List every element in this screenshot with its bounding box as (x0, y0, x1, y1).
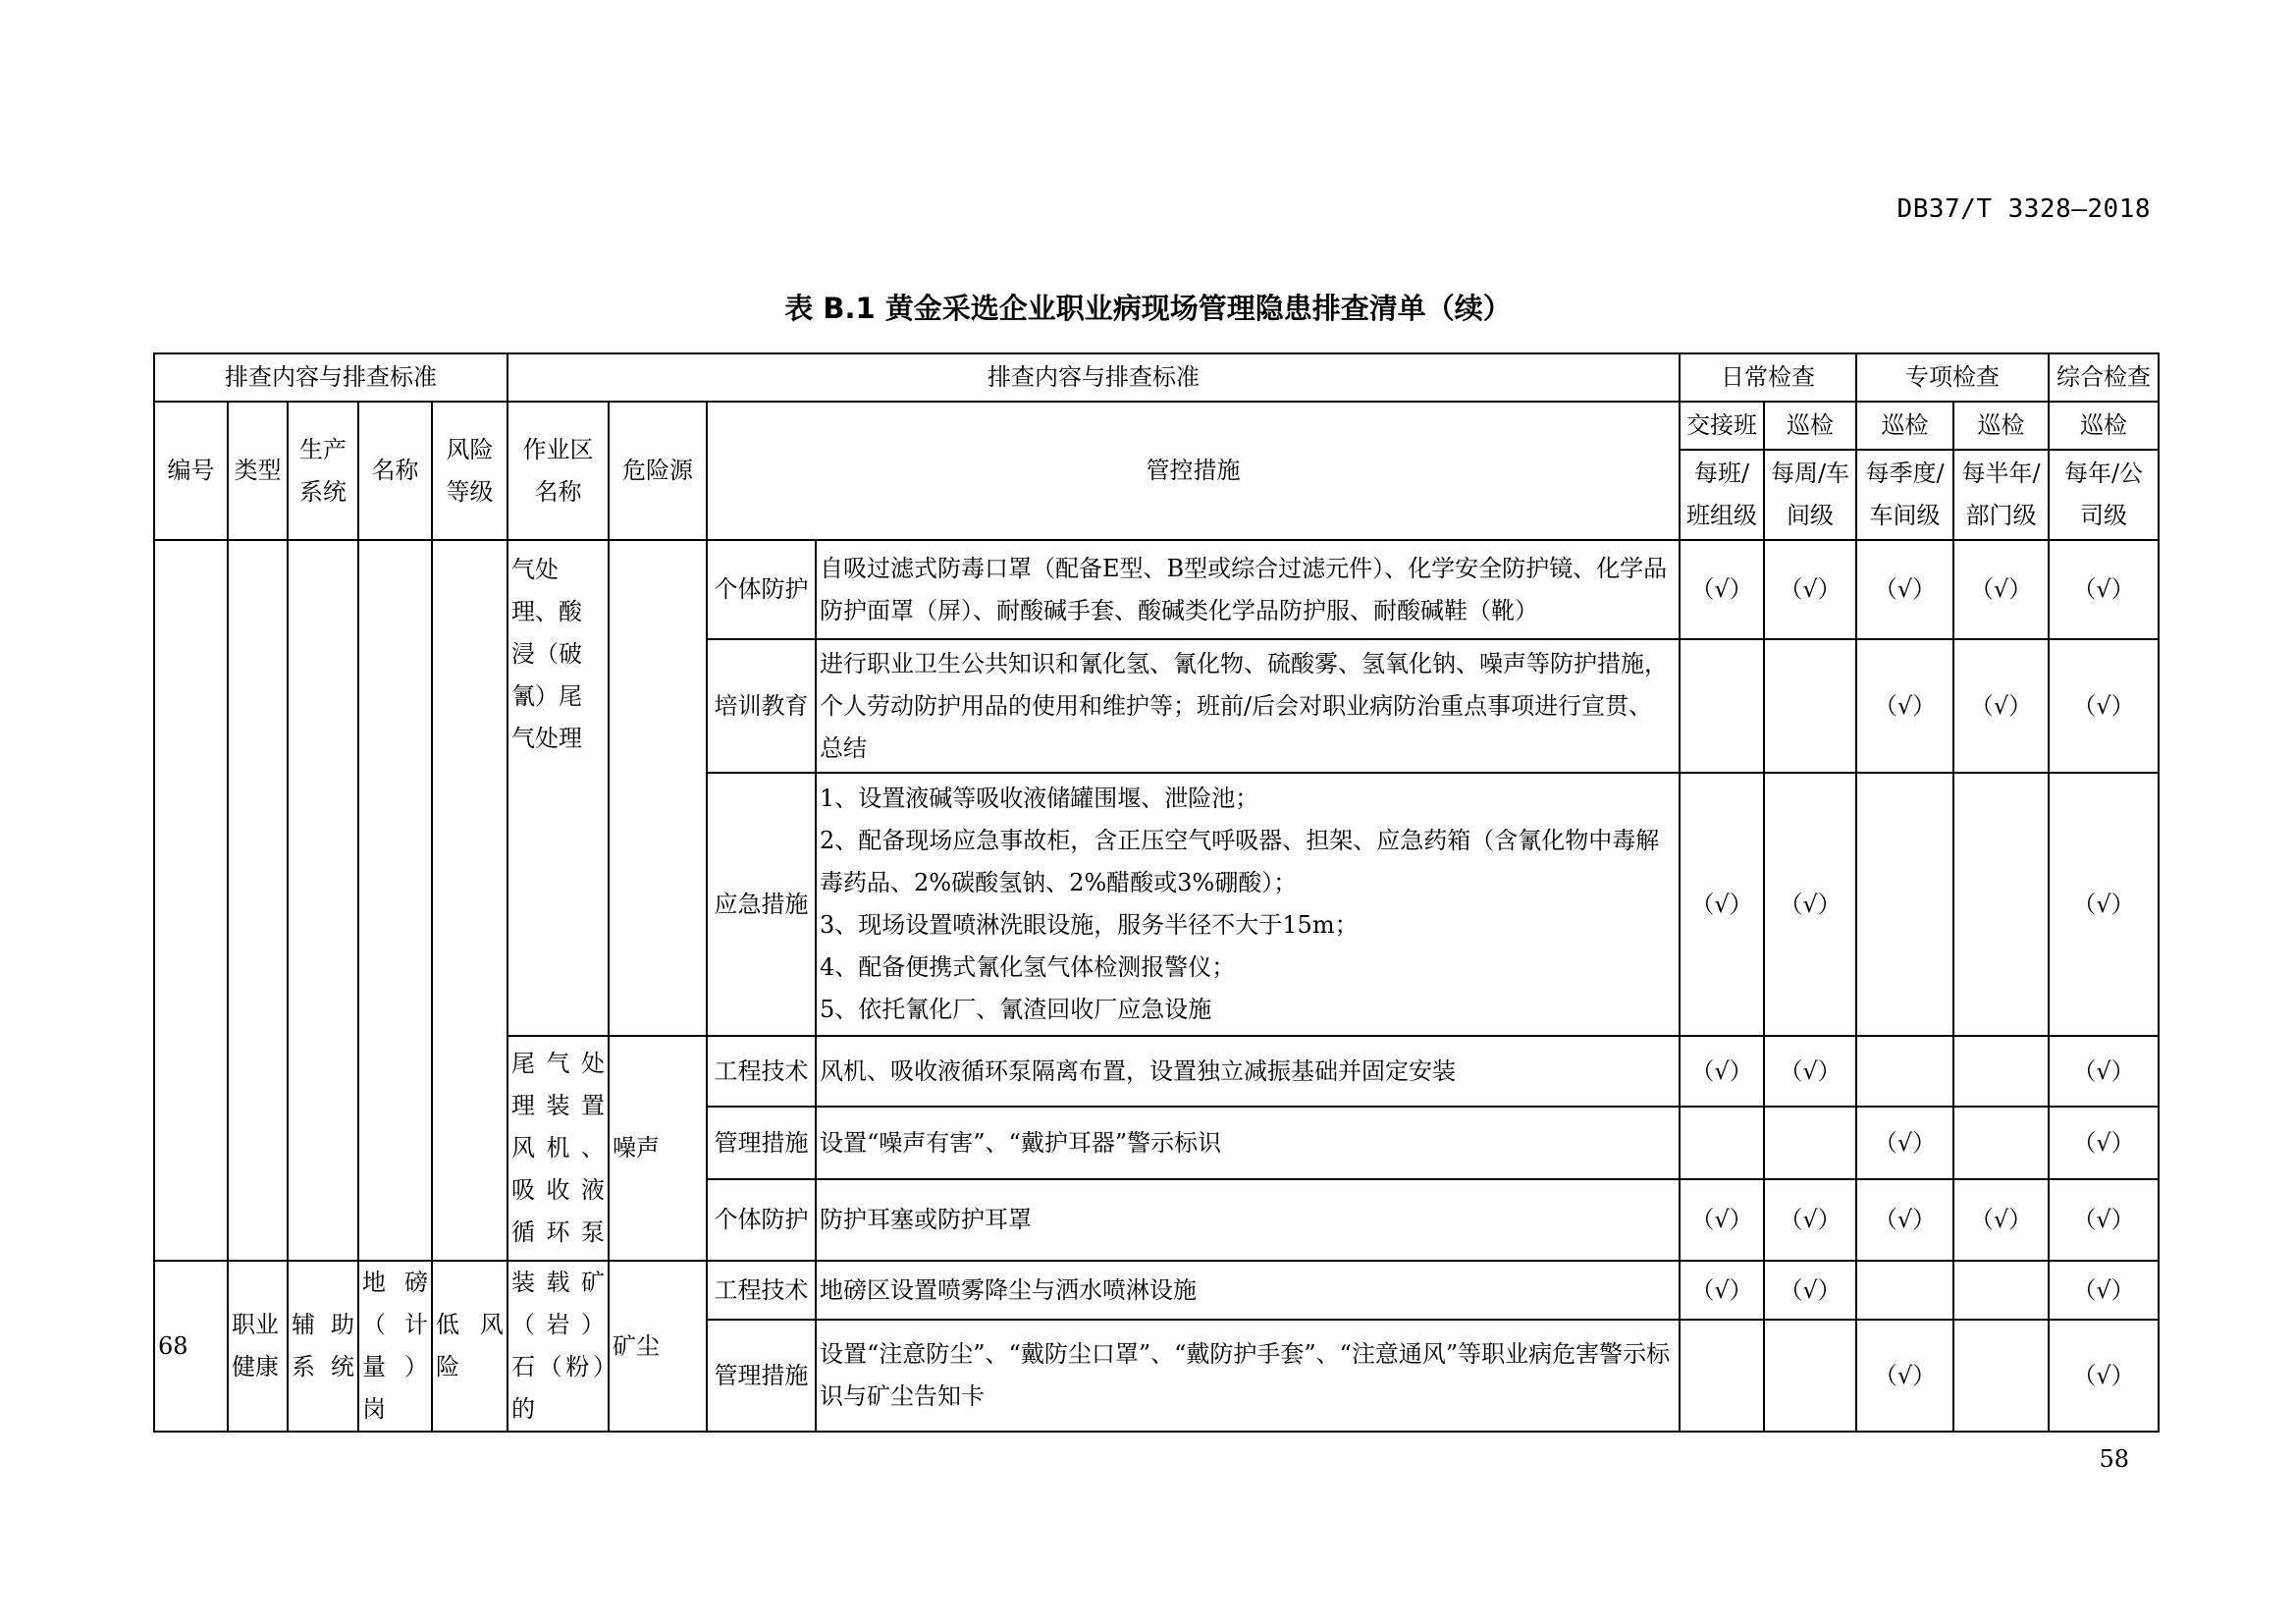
check-mark: （√） (2049, 1261, 2159, 1320)
header-risk-level: 风险等级 (432, 402, 507, 540)
check-mark: （√） (1856, 540, 1953, 639)
cell-no-empty (154, 1036, 228, 1261)
check-empty (1680, 639, 1764, 773)
check-mark: （√） (2049, 540, 2159, 639)
check-mark: （√） (1764, 540, 1856, 639)
check-mark: （√） (1764, 773, 1856, 1036)
check-mark: （√） (1953, 540, 2049, 639)
check-mark: （√） (2049, 1036, 2159, 1107)
header-freq-year: 每年/公司级 (2049, 450, 2159, 540)
header-control-measures: 管控措施 (707, 402, 1680, 540)
cell-type-empty (228, 540, 288, 1036)
check-mark: （√） (1856, 639, 1953, 773)
check-empty (1953, 1107, 2049, 1179)
check-mark: （√） (2049, 1320, 2159, 1432)
check-mark: （√） (2049, 1179, 2159, 1261)
measure-text: 设置“噪声有害”、“戴护耳器”警示标识 (816, 1107, 1680, 1179)
check-empty (1856, 1036, 1953, 1107)
item-number: 68 (154, 1261, 228, 1432)
check-empty (1953, 1036, 2049, 1107)
check-empty (1680, 1107, 1764, 1179)
header-system: 生产系统 (288, 402, 358, 540)
header-special-check: 专项检查 (1856, 353, 2049, 402)
header-no: 编号 (154, 402, 228, 540)
measure-text: 自吸过滤式防毒口罩（配备E型、B型或综合过滤元件）、化学安全防护镜、化学品防护面罩（屏）、耐酸碱手套、酸碱类化学品防护服、耐酸碱鞋（靴） (816, 540, 1680, 639)
list-item: 5、依托氰化厂、氰渣回收厂应急设施 (820, 996, 1212, 1023)
check-empty (1764, 639, 1856, 773)
cell-risk-empty (432, 1036, 507, 1261)
check-mark: （√） (2049, 1107, 2159, 1179)
hazard-noise: 噪声 (609, 1036, 707, 1261)
hazard-empty (609, 540, 707, 1036)
check-mark: （√） (1764, 1036, 1856, 1107)
cell-risk-empty (432, 540, 507, 1036)
check-empty (1856, 1261, 1953, 1320)
header-sub-patrol-2: 巡检 (1856, 402, 1953, 450)
hazard-checklist-table (153, 352, 2160, 1433)
table-title: 表 B.1 黄金采选企业职业病现场管理隐患排查清单（续） (784, 292, 1512, 325)
check-mark: （√） (1680, 1261, 1764, 1320)
check-mark: （√） (1680, 773, 1764, 1036)
item-type: 职业健康 (228, 1261, 288, 1432)
check-mark: （√） (1953, 639, 2049, 773)
check-mark: （√） (1680, 1179, 1764, 1261)
cell-no-empty (154, 540, 228, 1036)
check-mark: （√） (1856, 1320, 1953, 1432)
measure-text: 风机、吸收液循环泵隔离布置，设置独立减振基础并固定安装 (816, 1036, 1680, 1107)
check-mark: （√） (1856, 1107, 1953, 1179)
header-hazard: 危险源 (609, 402, 707, 540)
work-area-tail-gas: 气处理、酸浸（破氰）尾气处理 (507, 540, 609, 1036)
check-mark: （√） (1764, 1261, 1856, 1320)
item-risk-level: 低风险 (432, 1261, 507, 1432)
header-freq-shift: 每班/班组级 (1680, 450, 1764, 540)
check-mark: （√） (1680, 540, 1764, 639)
header-sub-patrol-3: 巡检 (1953, 402, 2049, 450)
check-empty (1764, 1320, 1856, 1432)
header-sub-patrol-1: 巡检 (1764, 402, 1856, 450)
check-empty (1953, 773, 2049, 1036)
header-sub-shift: 交接班 (1680, 402, 1764, 450)
list-item: 4、配备便携式氰化氢气体检测报警仪； (820, 953, 1236, 981)
header-sub-patrol-4: 巡检 (2049, 402, 2159, 450)
check-empty (1953, 1261, 2049, 1320)
check-empty (1856, 773, 1953, 1036)
list-item: 2、配备现场应急事故柜，含正压空气呼吸器、担架、应急药箱（含氰化物中毒解毒药品、2%碳酸氢钠、2%醋酸或3%硼酸）； (820, 827, 1660, 896)
page-number: 58 (2099, 1445, 2129, 1473)
measure-text: 设置“注意防尘”、“戴防尘口罩”、“戴防护手套”、“注意通风”等职业病危害警示标识与矿尘告知卡 (816, 1320, 1680, 1432)
header-work-area: 作业区名称 (507, 402, 609, 540)
measure-category: 管理措施 (707, 1107, 816, 1179)
emergency-measure-list (816, 773, 1680, 1036)
check-empty (1953, 1320, 2049, 1432)
measure-category: 工程技术 (707, 1036, 816, 1107)
header-freq-week: 每周/车间级 (1764, 450, 1856, 540)
header-daily-check: 日常检查 (1680, 353, 1856, 402)
cell-system-empty (288, 1036, 358, 1261)
check-mark: （√） (1680, 1036, 1764, 1107)
item-system: 辅助系统 (288, 1261, 358, 1432)
header-group-mid: 排查内容与排查标准 (507, 353, 1680, 402)
header-comprehensive-check: 综合检查 (2049, 353, 2159, 402)
check-mark: （√） (1856, 1179, 1953, 1261)
header-type: 类型 (228, 402, 288, 540)
measure-text: 进行职业卫生公共知识和氰化氢、氰化物、硫酸雾、氢氧化钠、噪声等防护措施，个人劳动防护用品的使用和维护等；班前/后会对职业病防治重点事项进行宣贯、总结 (816, 639, 1680, 773)
standard-code: DB37/T 3328—2018 (1896, 194, 2151, 224)
header-freq-halfyear: 每半年/部门级 (1953, 450, 2049, 540)
check-empty (1680, 1320, 1764, 1432)
item-hazard: 矿尘 (609, 1261, 707, 1432)
check-mark: （√） (1764, 1179, 1856, 1261)
work-area-fan-pump: 尾气处理装置风机、吸收液循环泵 (507, 1036, 609, 1261)
item-name: 地磅（计量）岗 (358, 1261, 432, 1432)
measure-category: 应急措施 (707, 773, 816, 1036)
cell-name-empty (358, 1036, 432, 1261)
measure-category: 培训教育 (707, 639, 816, 773)
measure-text: 地磅区设置喷雾降尘与洒水喷淋设施 (816, 1261, 1680, 1320)
measure-category: 个体防护 (707, 1179, 816, 1261)
header-group-left: 排查内容与排查标准 (154, 353, 507, 402)
list-item: 3、现场设置喷淋洗眼设施，服务半径不大于15m； (820, 911, 1359, 939)
check-mark: （√） (1953, 1179, 2049, 1261)
check-mark: （√） (2049, 773, 2159, 1036)
check-empty (1764, 1107, 1856, 1179)
list-item: 1、设置液碱等吸收液储罐围堰、泄险池； (820, 785, 1259, 812)
cell-system-empty (288, 540, 358, 1036)
header-freq-quarter: 每季度/车间级 (1856, 450, 1953, 540)
measure-category: 管理措施 (707, 1320, 816, 1432)
measure-category: 工程技术 (707, 1261, 816, 1320)
measure-category: 个体防护 (707, 540, 816, 639)
check-mark: （√） (2049, 639, 2159, 773)
cell-name-empty (358, 540, 432, 1036)
item-work-area: 装载矿（岩）石（粉）的 (507, 1261, 609, 1432)
cell-type-empty (228, 1036, 288, 1261)
header-name: 名称 (358, 402, 432, 540)
measure-text: 防护耳塞或防护耳罩 (816, 1179, 1680, 1261)
